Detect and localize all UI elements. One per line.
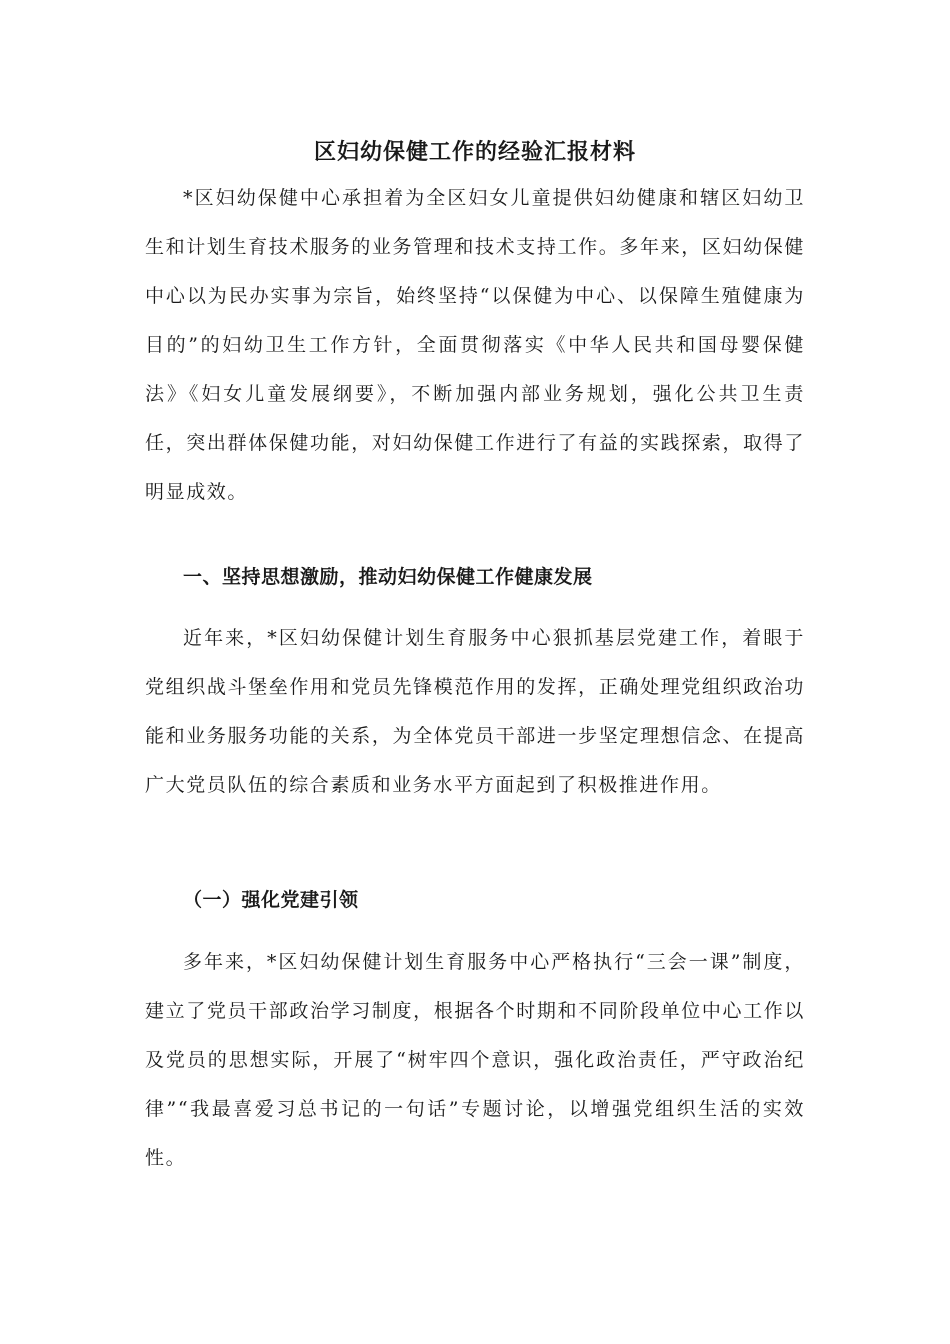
section-1-paragraph: 近年来，*区妇幼保健计划生育服务中心狠抓基层党建工作，着眼于党组织战斗堡垒作用和党员先锋模范作用的发挥，正确处理党组织政治功能和业务服务功能的关系，为全体党员干部进一步坚定理想信念、在提高广大党员队伍的综合素质和业务水平方面起到了积极推进作用。: [145, 627, 805, 796]
intro-paragraph: *区妇幼保健中心承担着为全区妇女儿童提供妇幼健康和辖区妇幼卫生和计划生育技术服务的业务管理和技术支持工作。多年来，区妇幼保健中心以为民办实事为宗旨，始终坚持“以保健为中心、以保障生殖健康为目的”的妇幼卫生工作方针，全面贯彻落实《中华人民共和国母婴保健法》《妇女儿童发展纲要》，不断加强内部业务规划，强化公共卫生责任，突出群体保健功能，对妇幼保健工作进行了有益的实践探索，取得了明显成效。: [145, 187, 805, 503]
subsection-heading-1: （一）强化党建引领: [183, 889, 359, 911]
document-title: 区妇幼保健工作的经验汇报材料: [313, 139, 636, 165]
section-heading-1: 一、坚持思想激励，推动妇幼保健工作健康发展: [183, 566, 593, 588]
subsection-1-paragraph: 多年来，*区妇幼保健计划生育服务中心严格执行“三会一课”制度，建立了党员干部政治学习制度，根据各个时期和不同阶段单位中心工作以及党员的思想实际，开展了“树牢四个意识，强化政治责任，严守政治纪律”“我最喜爱习总书记的一句话”专题讨论，以增强党组织生活的实效性。: [145, 951, 805, 1169]
